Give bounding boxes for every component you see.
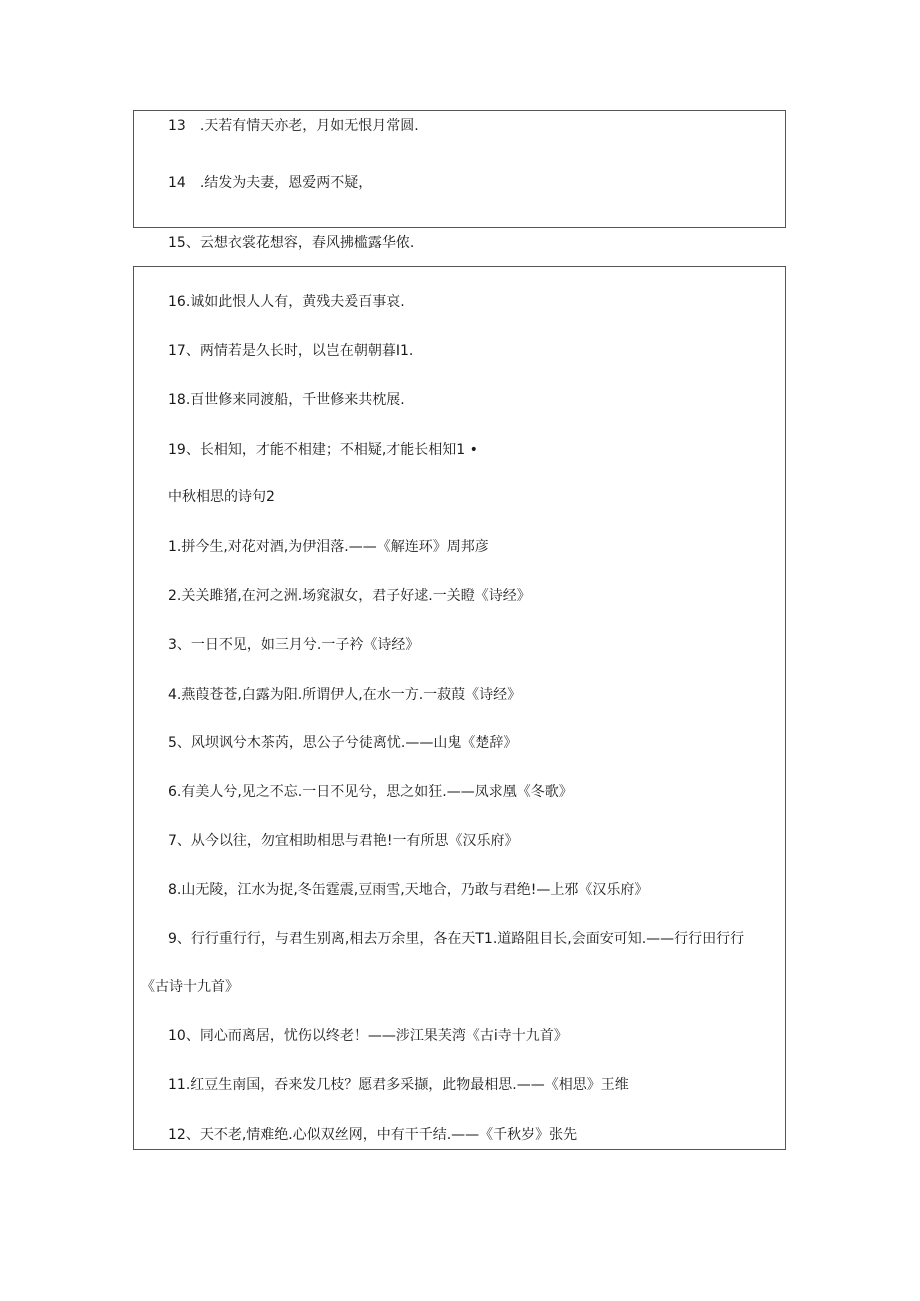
section-heading: 中秋相思的诗句2 (168, 489, 275, 505)
verse-line-9: 9、行行重行行，与君生别离,相去万余里，各在天T1.道路阻目长,会面安可知.——行行田行行 (168, 931, 745, 947)
poem-line-17: 17、两情若是久长时，以岂在朝朝暮I1. (168, 343, 414, 359)
verse-line-4: 4.燕葭苍苍,白露为阳.所谓伊人,在水一方.一菽葭《诗经》 (168, 687, 522, 703)
verse-line-7: 7、从今以往，勿宜相助相思与君艳!一有所思《汉乐府》 (168, 833, 519, 849)
verse-line-5: 5、风坝讽兮木茶芮，思公子兮徒离忧.——山鬼《楚辞》 (168, 735, 518, 751)
verse-line-6: 6.有美人兮,见之不忘.一日不见兮，思之如狂.——凤求凰《冬歌》 (168, 784, 573, 800)
verse-line-2: 2.关关雎猪,在河之洲.场窕淑女，君子好逑.一关瞪《诗经》 (168, 588, 531, 604)
verse-line-3: 3、一日不见，如三月兮.一子衿《诗经》 (168, 637, 420, 653)
verse-line-8: 8.山无陵，江水为捉,冬缶霆震,豆雨雪,天地合，乃敢与君绝!—上邪《汉乐府》 (168, 882, 649, 898)
verse-line-1: 1.拼今生,对花对酒,为伊泪落.——《解连环》周邦彦 (168, 539, 489, 555)
poem-line-14: 14 .结发为夫妻，恩爱两不疑， (168, 175, 373, 191)
verse-line-11: 11.红豆生南国，吞来发几枝？愿君多采撷，此物最相思.——《相思》王维 (168, 1077, 629, 1093)
poem-line-15: 15、云想衣裳花想容，春风拂槛露华侬. (168, 235, 415, 251)
poem-line-13: 13 .天若有情天亦老，月如无恨月常圆. (168, 118, 419, 134)
poem-line-16: 16.诚如此恨人人有，黄残夫爰百事哀. (168, 294, 405, 310)
poem-line-19: 19、长相知，才能不相建；不相疑,才能长相知1 • (168, 442, 478, 458)
verse-line-10: 10、同心而离居，忧伤以终老！——涉江果芙湾《古i寺十九首》 (168, 1028, 568, 1044)
poem-line-18: 18.百世修来同渡船，千世修来共枕展. (168, 392, 405, 408)
verse-line-12: 12、天不老,情难绝.心似双丝网，中有干千结.——《千秋岁》张先 (168, 1127, 578, 1143)
verse-line-9-source: 《古诗十九首》 (141, 979, 239, 995)
